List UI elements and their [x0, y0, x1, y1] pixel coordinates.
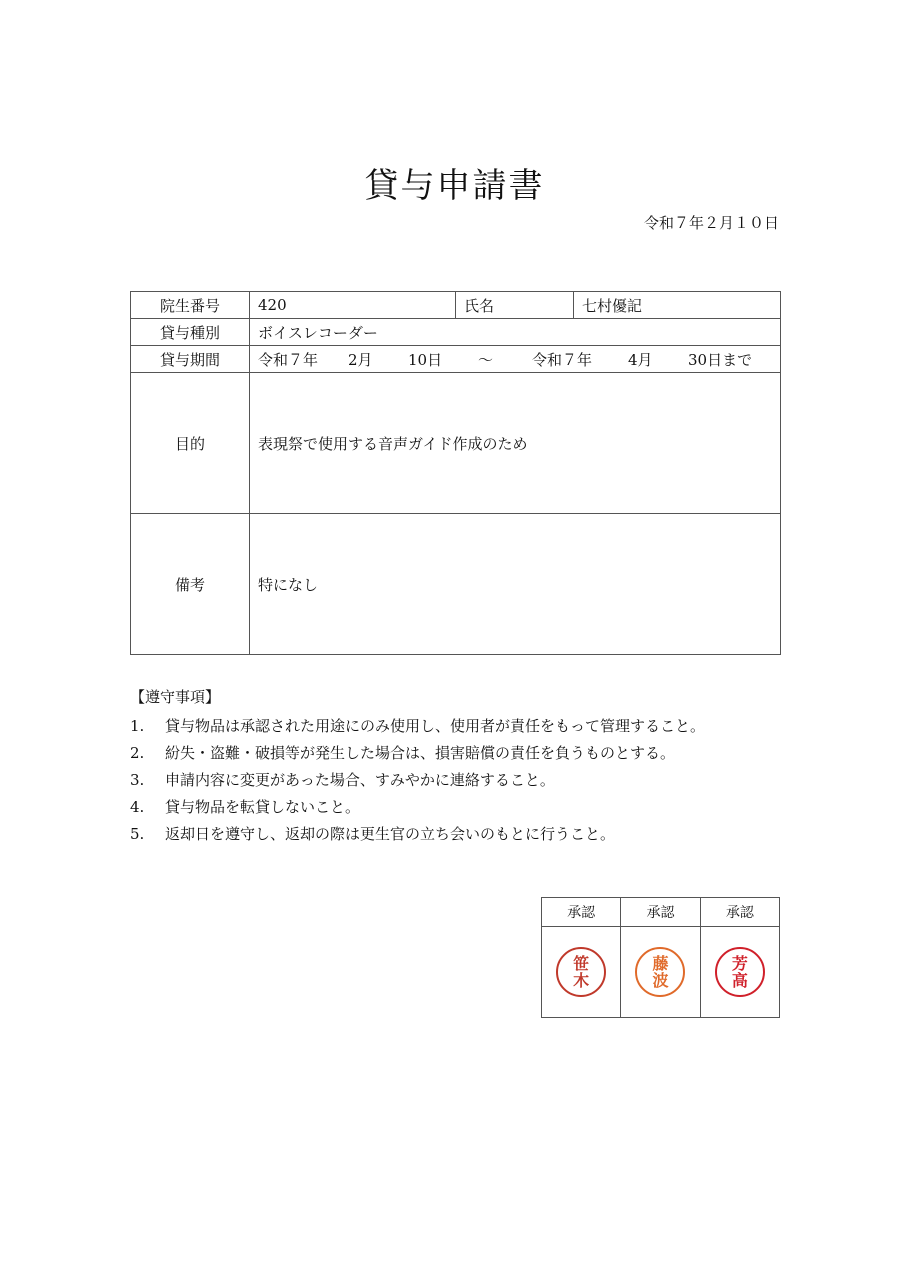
rule-text: 返却日を遵守し、返却の際は更生官の立ち会いのもとに行うこと。 — [165, 825, 616, 843]
name-value: 七村優記 — [574, 292, 781, 319]
page-title: 貸与申請書 — [364, 166, 545, 206]
approval-table — [541, 897, 780, 1018]
approval-cell — [700, 927, 779, 1018]
type-label: 貸与種別 — [131, 319, 250, 346]
remarks-value: 特になし — [250, 514, 781, 655]
period-end-month: 4月 — [628, 350, 653, 369]
application-form-table — [130, 291, 781, 655]
purpose-value: 表現祭で使用する音声ガイド作成のため — [250, 373, 781, 514]
rule-item — [130, 767, 705, 794]
period-separator: 〜 — [478, 350, 494, 369]
rule-number: 3. — [130, 771, 145, 789]
period-value — [250, 346, 781, 373]
rule-item — [130, 740, 705, 767]
student-no-label: 院生番号 — [131, 292, 250, 319]
seal-stamp-yoshitaka: 芳 高 — [715, 947, 765, 997]
rule-item — [130, 713, 705, 740]
rule-number: 5. — [130, 825, 145, 843]
approval-cell — [542, 927, 621, 1018]
application-date: 令和７年２月１０日 — [643, 214, 779, 232]
rule-text: 貸与物品を転貸しないこと。 — [165, 798, 361, 816]
type-value: ボイスレコーダー — [250, 319, 781, 346]
rule-text: 申請内容に変更があった場合、すみやかに連絡すること。 — [165, 771, 555, 789]
seal-stamp-fujinami: 藤 波 — [635, 947, 685, 997]
student-no-value: 420 — [250, 292, 456, 319]
rule-number: 4. — [130, 798, 145, 816]
period-label: 貸与期間 — [131, 346, 250, 373]
rules-list — [130, 713, 705, 848]
approval-header: 承認 — [700, 898, 779, 927]
rule-item — [130, 794, 705, 821]
rule-number: 1. — [130, 717, 145, 735]
rule-text: 紛失・盗難・破損等が発生した場合は、損害賠償の責任を負うものとする。 — [165, 744, 676, 762]
purpose-label: 目的 — [131, 373, 250, 514]
rules-heading: 【遵守事項】 — [130, 688, 221, 706]
rules-section — [130, 686, 705, 848]
name-label: 氏名 — [456, 292, 574, 319]
approval-header: 承認 — [542, 898, 621, 927]
seal-stamp-sasaki: 笹 木 — [556, 947, 606, 997]
rule-number: 2. — [130, 744, 145, 762]
remarks-label: 備考 — [131, 514, 250, 655]
period-start-month: 2月 — [348, 350, 373, 369]
period-end-era: 令和７年 — [532, 350, 593, 369]
rule-item — [130, 821, 705, 848]
approval-cell — [621, 927, 700, 1018]
approval-header: 承認 — [621, 898, 700, 927]
period-start-day: 10日 — [408, 350, 443, 369]
period-start-era: 令和７年 — [258, 350, 319, 369]
rule-text: 貸与物品は承認された用途にのみ使用し、使用者が責任をもって管理すること。 — [165, 717, 706, 735]
period-end-day: 30日まで — [688, 350, 753, 369]
